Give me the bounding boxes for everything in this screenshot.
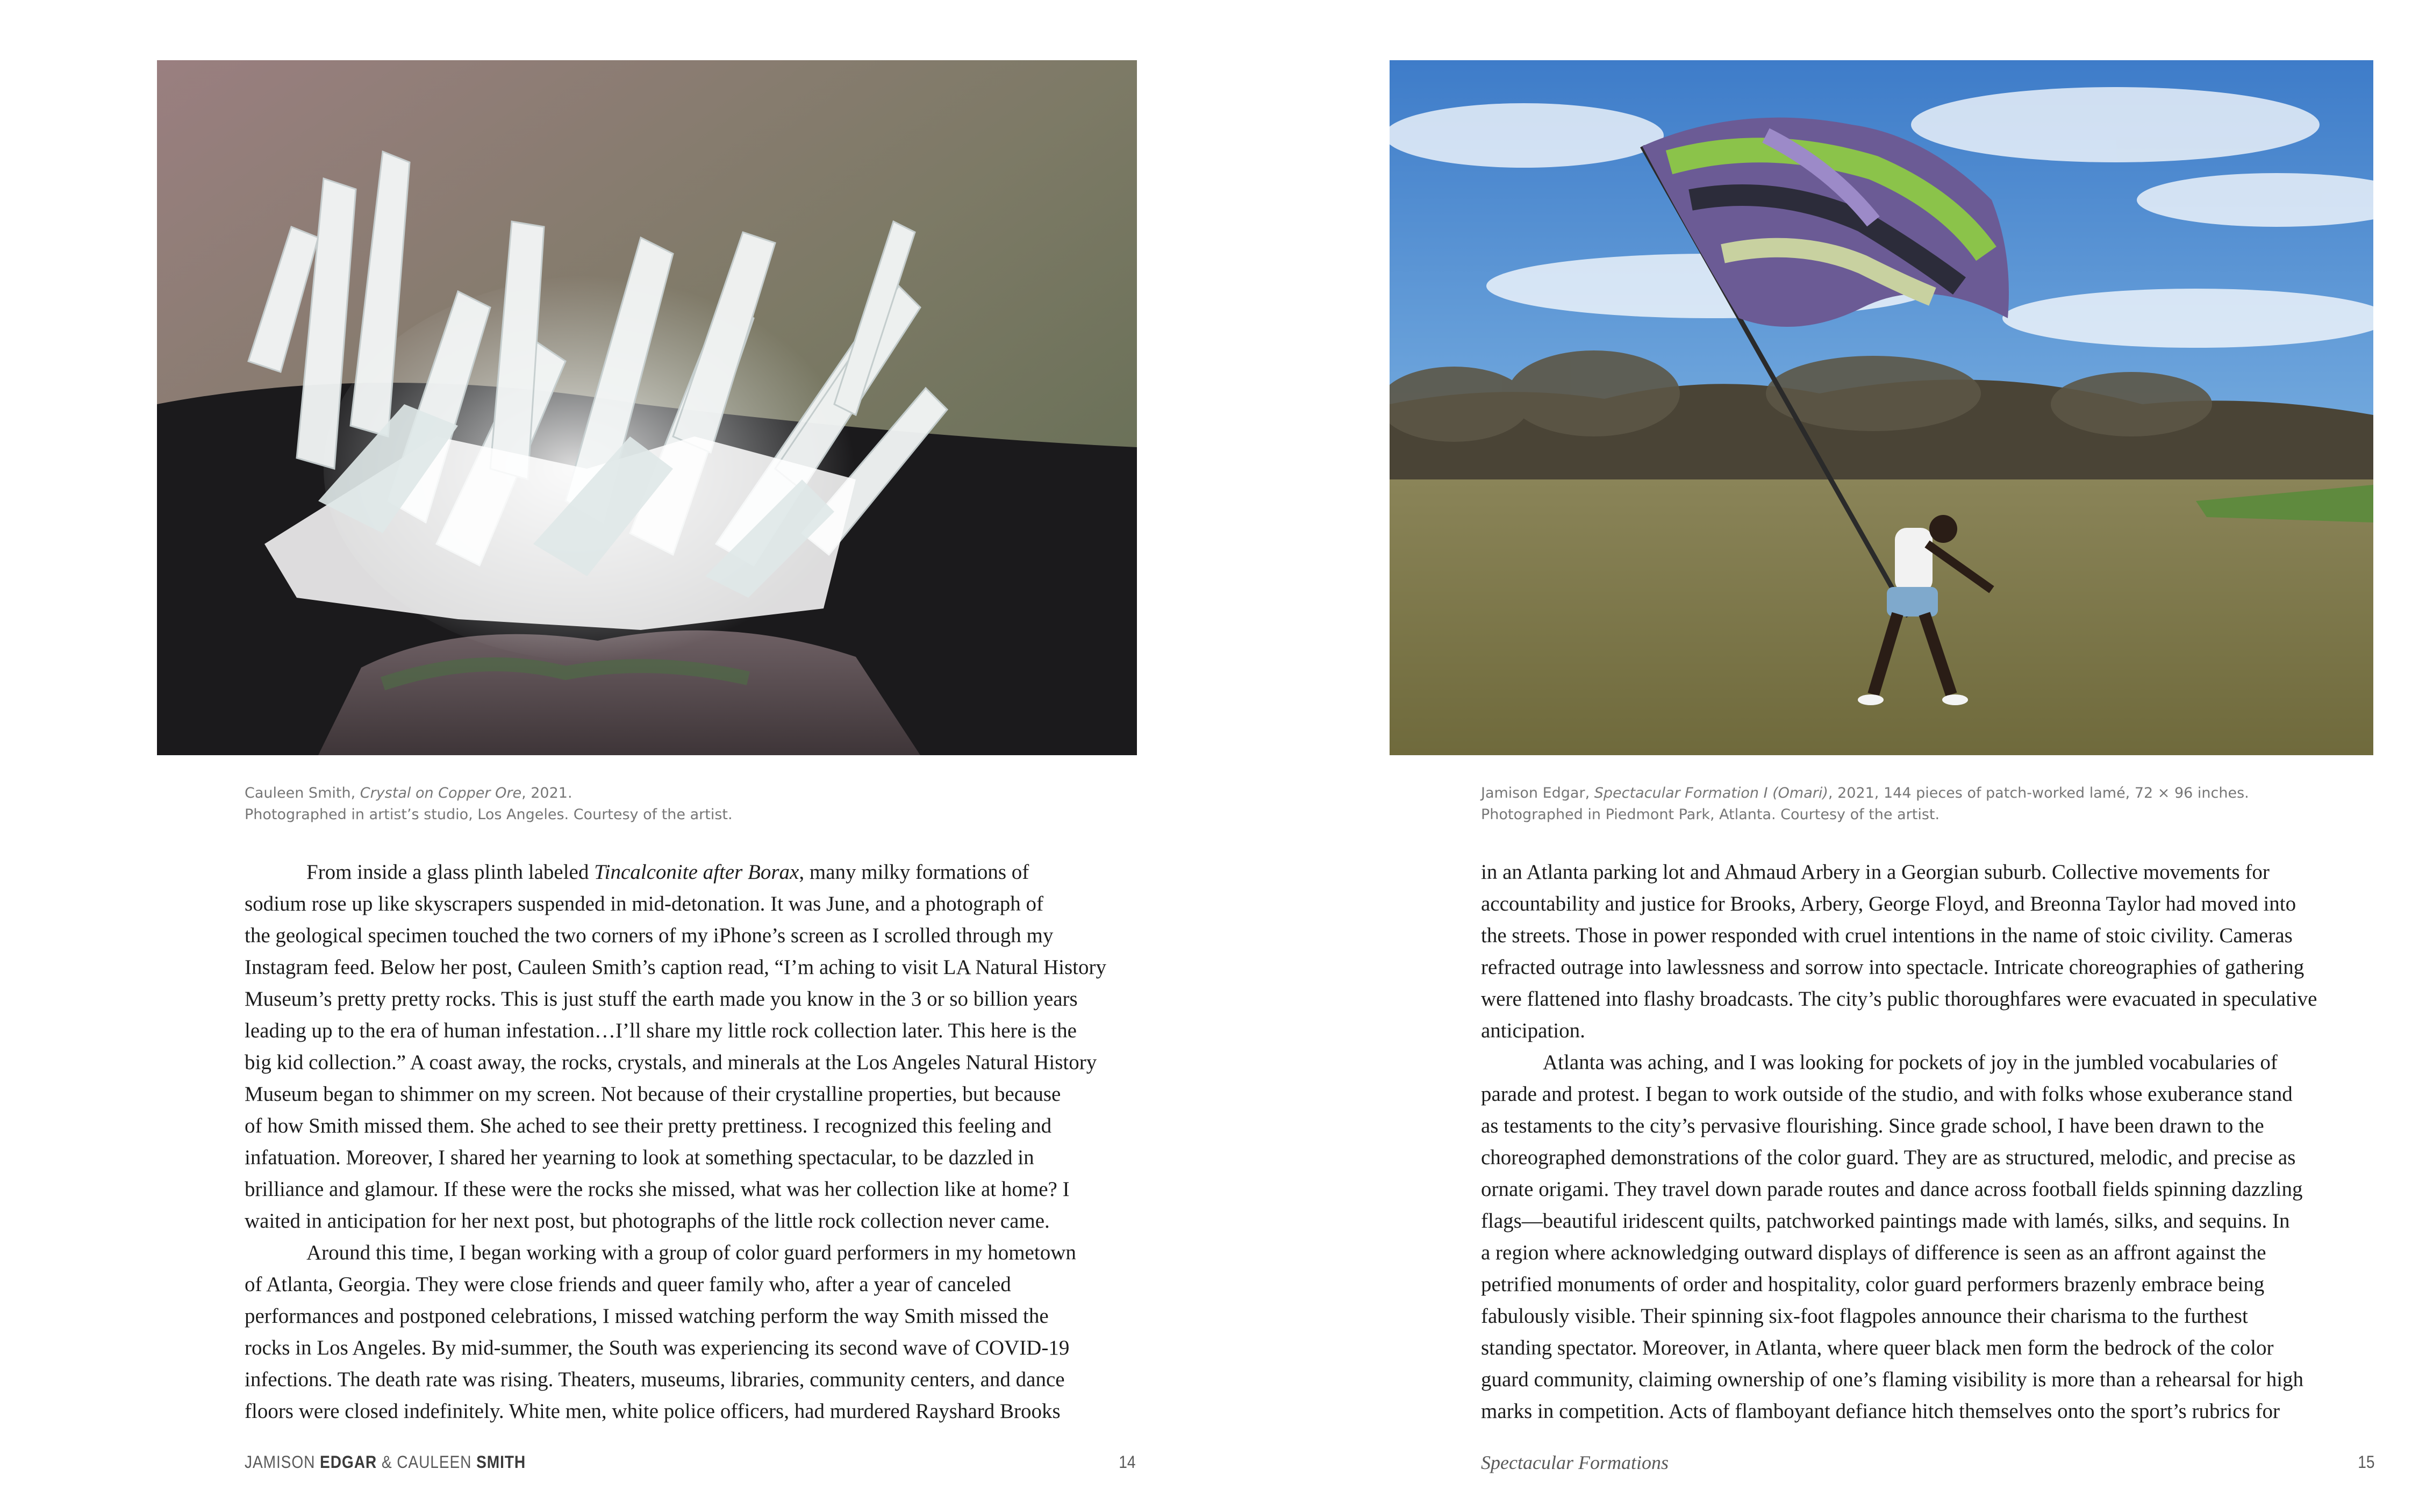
caption-line-2: Photographed in Piedmont Park, Atlanta. Courtesy of the artist.: [1481, 806, 1940, 823]
flag-photo-image: [1390, 60, 2373, 755]
crystal-photo-image: [157, 60, 1137, 755]
right-body-text: in an Atlanta parking lot and Ahmaud Arbery in a Georgian suburb. Collective movements for accountability and justice for Brooks, Arbery, George Floyd, and Breonna Taylor had moved into the streets. Those in power responded with cruel intentions in the name of stoic civility. Cameras refracted outrage into lawlessness and sorrow into spectacle. Intricate choreographies of gathering were flattened into flashy broadcasts. The city’s public thoroughfares were evacuated in speculative anticipation. Atlanta was aching, and I was looking for pockets of joy in the jumbled vocabularies of parade and protest. I began to work outside of the studio, and with folks whose exuberance stand as testaments to the city’s pervasive flourishing. Since grade school, I have been drawn to the choreographed demonstrations of the color guard. They are as structured, melodic, and precise as ornate origami. They travel down parade routes and dance across football fields spinning dazzling flags—beautiful iridescent quilts, patchworked paintings made with lamés, silks, and sequins. In a region where acknowledging outward displays of difference is seen as an affront against the petrified monuments of order and hospitality, color guard performers brazenly embrace being fabulously visible. Their spinning six-foot flagpoles announce their charisma to the furthest standing spectator. Moreover, in Atlanta, where queer black men form the bedrock of the color guard community, claiming ownership of one’s flaming visibility is more than a rehearsal for high marks in competition. Acts of flamboyant defiance hitch themselves onto the sport’s rubrics for: [1481, 856, 2317, 1427]
page-number-right: 15: [2358, 1452, 2375, 1472]
paragraph: From inside a glass plinth labeled Tincalconite after Borax, many milky formations of: [306, 861, 1029, 884]
caption-line-2: Photographed in artist’s studio, Los Angeles. Courtesy of the artist.: [245, 806, 733, 823]
crystal-photo: [157, 60, 1137, 755]
right-page: [1210, 0, 2419, 1512]
running-head-title: Spectacular Formations: [1481, 1452, 1669, 1473]
paragraph: in an Atlanta parking lot and Ahmaud Arbery in a Georgian suburb. Collective movements for: [1481, 861, 2270, 884]
page-number-left: 14: [1119, 1452, 1136, 1472]
crystal-photo-caption: [245, 783, 733, 826]
flag-photo-caption: [1481, 783, 2249, 826]
flag-photo: [1390, 60, 2373, 755]
paragraph: Atlanta was aching, and I was looking for pockets of joy in the jumbled vocabularies of: [1543, 1051, 2278, 1074]
left-body-text: From inside a glass plinth labeled Tincalconite after Borax, many milky formations of sodium rose up like skyscrapers suspended in mid-detonation. It was June, and a photograph of the geological specimen touched the two corners of my iPhone’s screen as I scrolled through my Instagram feed. Below her post, Cauleen Smith’s caption read, “I’m aching to visit LA Natural History Museum’s pretty pretty rocks. This is just stuff the earth made you know in the 3 or so billion years leading up to the era of human infestation…I’ll share my little rock collection later. This here is the big kid collection.” A coast away, the rocks, crystals, and minerals at the Los Angeles Natural History Museum began to shimmer on my screen. Not because of their crystalline properties, but because of how Smith missed them. She ached to see their pretty prettiness. I recognized this feeling and infatuation. Moreover, I shared her yearning to look at something spectacular, to be dazzled in brilliance and glamour. If these were the rocks she missed, what was her collection like at home? I waited in anticipation for her next post, but photographs of the little rock collection never came. Around this time, I began working with a group of color guard performers in my hometown of Atlanta, Georgia. They were close friends and queer family who, after a year of canceled performances and postponed celebrations, I missed watching perform the way Smith missed the rocks in Los Angeles. By mid-summer, the South was experiencing its second wave of COVID-19 infections. The death rate was rising. Theaters, museums, libraries, community centers, and dance floors were closed indefinitely. White men, white police officers, had murdered Rayshard Brooks: [245, 856, 1106, 1427]
paragraph: Around this time, I began working with a group of color guard performers in my hometown: [306, 1241, 1076, 1264]
caption-line-1: Cauleen Smith, Crystal on Copper Ore, 2021.: [245, 785, 572, 801]
running-head-authors: JAMISON EDGAR & CAULEEN SMITH: [245, 1452, 526, 1472]
caption-line-1: Jamison Edgar, Spectacular Formation I (Omari), 2021, 144 pieces of patch-worked lamé, 72 × 96 inches.: [1481, 785, 2249, 801]
